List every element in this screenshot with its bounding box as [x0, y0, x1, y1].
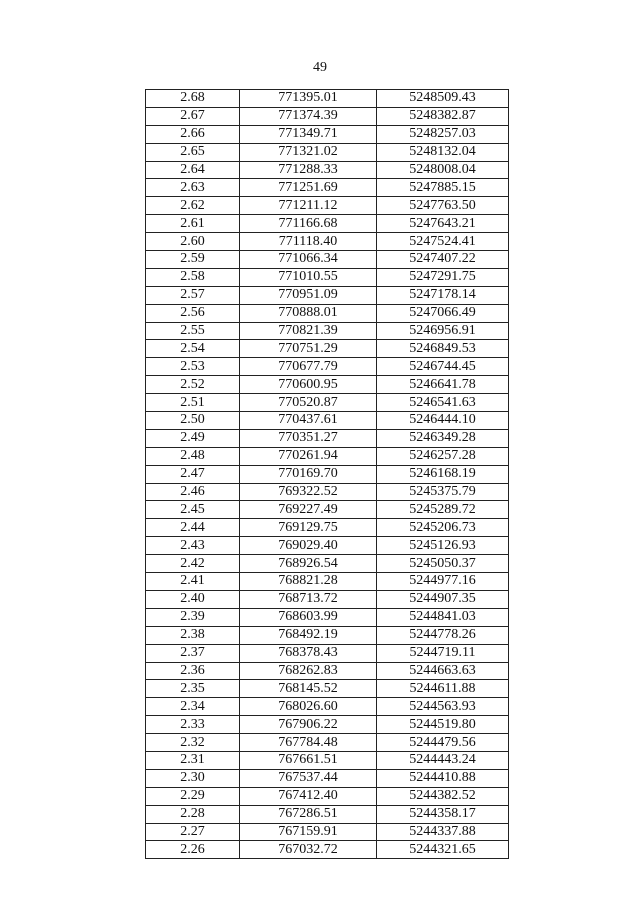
y-coordinate-cell: 5246956.91	[377, 322, 509, 340]
point-id-cell: 2.32	[146, 734, 240, 752]
y-coordinate-cell: 5244443.24	[377, 751, 509, 769]
table-row	[146, 125, 509, 143]
y-coordinate-cell: 5244719.11	[377, 644, 509, 662]
point-id-cell: 2.34	[146, 698, 240, 716]
point-id-cell: 2.26	[146, 841, 240, 859]
x-coordinate-cell: 771118.40	[240, 233, 377, 251]
point-id-cell: 2.47	[146, 465, 240, 483]
table-row	[146, 429, 509, 447]
point-id-cell: 2.45	[146, 501, 240, 519]
point-id-cell: 2.68	[146, 90, 240, 108]
table-row	[146, 107, 509, 125]
table-row	[146, 805, 509, 823]
table-row	[146, 590, 509, 608]
y-coordinate-cell: 5246641.78	[377, 376, 509, 394]
point-id-cell: 2.29	[146, 787, 240, 805]
y-coordinate-cell: 5247763.50	[377, 197, 509, 215]
point-id-cell: 2.60	[146, 233, 240, 251]
x-coordinate-cell: 770951.09	[240, 286, 377, 304]
table-row	[146, 322, 509, 340]
table-row	[146, 251, 509, 269]
point-id-cell: 2.50	[146, 412, 240, 430]
point-id-cell: 2.27	[146, 823, 240, 841]
y-coordinate-cell: 5247524.41	[377, 233, 509, 251]
table-row	[146, 143, 509, 161]
table-row	[146, 412, 509, 430]
y-coordinate-cell: 5244611.88	[377, 680, 509, 698]
x-coordinate-cell: 768378.43	[240, 644, 377, 662]
point-id-cell: 2.31	[146, 751, 240, 769]
point-id-cell: 2.59	[146, 251, 240, 269]
x-coordinate-cell: 769029.40	[240, 537, 377, 555]
table-row	[146, 734, 509, 752]
x-coordinate-cell: 771251.69	[240, 179, 377, 197]
table-row	[146, 662, 509, 680]
x-coordinate-cell: 768821.28	[240, 573, 377, 591]
point-id-cell: 2.43	[146, 537, 240, 555]
table-row	[146, 340, 509, 358]
table-row	[146, 769, 509, 787]
y-coordinate-cell: 5244410.88	[377, 769, 509, 787]
y-coordinate-cell: 5246849.53	[377, 340, 509, 358]
point-id-cell: 2.54	[146, 340, 240, 358]
table-row	[146, 268, 509, 286]
table-row	[146, 573, 509, 591]
y-coordinate-cell: 5244841.03	[377, 608, 509, 626]
x-coordinate-cell: 771321.02	[240, 143, 377, 161]
table-row	[146, 465, 509, 483]
point-id-cell: 2.61	[146, 215, 240, 233]
y-coordinate-cell: 5244479.56	[377, 734, 509, 752]
x-coordinate-cell: 770888.01	[240, 304, 377, 322]
y-coordinate-cell: 5246168.19	[377, 465, 509, 483]
x-coordinate-cell: 770169.70	[240, 465, 377, 483]
table-row	[146, 644, 509, 662]
x-coordinate-cell: 767661.51	[240, 751, 377, 769]
point-id-cell: 2.67	[146, 107, 240, 125]
x-coordinate-cell: 771010.55	[240, 268, 377, 286]
x-coordinate-cell: 767537.44	[240, 769, 377, 787]
x-coordinate-cell: 771288.33	[240, 161, 377, 179]
table-row	[146, 358, 509, 376]
x-coordinate-cell: 768603.99	[240, 608, 377, 626]
x-coordinate-cell: 767159.91	[240, 823, 377, 841]
table-row	[146, 626, 509, 644]
point-id-cell: 2.55	[146, 322, 240, 340]
y-coordinate-cell: 5247643.21	[377, 215, 509, 233]
y-coordinate-cell: 5248509.43	[377, 90, 509, 108]
table-row	[146, 394, 509, 412]
table-row	[146, 304, 509, 322]
x-coordinate-cell: 771166.68	[240, 215, 377, 233]
table-row	[146, 197, 509, 215]
y-coordinate-cell: 5248382.87	[377, 107, 509, 125]
table-row	[146, 233, 509, 251]
x-coordinate-cell: 771066.34	[240, 251, 377, 269]
y-coordinate-cell: 5247885.15	[377, 179, 509, 197]
table-row	[146, 787, 509, 805]
table-row	[146, 680, 509, 698]
x-coordinate-cell: 771211.12	[240, 197, 377, 215]
x-coordinate-cell: 768145.52	[240, 680, 377, 698]
x-coordinate-cell: 769227.49	[240, 501, 377, 519]
y-coordinate-cell: 5246744.45	[377, 358, 509, 376]
point-id-cell: 2.62	[146, 197, 240, 215]
coordinates-table-body	[146, 90, 509, 859]
table-row	[146, 608, 509, 626]
y-coordinate-cell: 5246349.28	[377, 429, 509, 447]
y-coordinate-cell: 5244907.35	[377, 590, 509, 608]
table-row	[146, 90, 509, 108]
table-row	[146, 376, 509, 394]
coordinates-table	[145, 89, 509, 859]
y-coordinate-cell: 5245050.37	[377, 555, 509, 573]
x-coordinate-cell: 769322.52	[240, 483, 377, 501]
y-coordinate-cell: 5244519.80	[377, 716, 509, 734]
table-row	[146, 823, 509, 841]
y-coordinate-cell: 5248257.03	[377, 125, 509, 143]
point-id-cell: 2.51	[146, 394, 240, 412]
y-coordinate-cell: 5245289.72	[377, 501, 509, 519]
point-id-cell: 2.35	[146, 680, 240, 698]
table-row	[146, 519, 509, 537]
x-coordinate-cell: 769129.75	[240, 519, 377, 537]
y-coordinate-cell: 5245126.93	[377, 537, 509, 555]
y-coordinate-cell: 5245206.73	[377, 519, 509, 537]
y-coordinate-cell: 5245375.79	[377, 483, 509, 501]
y-coordinate-cell: 5247291.75	[377, 268, 509, 286]
x-coordinate-cell: 770751.29	[240, 340, 377, 358]
x-coordinate-cell: 771395.01	[240, 90, 377, 108]
point-id-cell: 2.41	[146, 573, 240, 591]
point-id-cell: 2.64	[146, 161, 240, 179]
point-id-cell: 2.58	[146, 268, 240, 286]
point-id-cell: 2.30	[146, 769, 240, 787]
point-id-cell: 2.53	[146, 358, 240, 376]
y-coordinate-cell: 5244358.17	[377, 805, 509, 823]
point-id-cell: 2.65	[146, 143, 240, 161]
x-coordinate-cell: 770437.61	[240, 412, 377, 430]
y-coordinate-cell: 5244563.93	[377, 698, 509, 716]
table-row	[146, 483, 509, 501]
x-coordinate-cell: 770600.95	[240, 376, 377, 394]
y-coordinate-cell: 5244778.26	[377, 626, 509, 644]
y-coordinate-cell: 5244663.63	[377, 662, 509, 680]
x-coordinate-cell: 768492.19	[240, 626, 377, 644]
x-coordinate-cell: 768926.54	[240, 555, 377, 573]
point-id-cell: 2.36	[146, 662, 240, 680]
point-id-cell: 2.52	[146, 376, 240, 394]
y-coordinate-cell: 5247178.14	[377, 286, 509, 304]
x-coordinate-cell: 770351.27	[240, 429, 377, 447]
point-id-cell: 2.46	[146, 483, 240, 501]
point-id-cell: 2.42	[146, 555, 240, 573]
table-row	[146, 537, 509, 555]
point-id-cell: 2.56	[146, 304, 240, 322]
y-coordinate-cell: 5244337.88	[377, 823, 509, 841]
y-coordinate-cell: 5248132.04	[377, 143, 509, 161]
table-row	[146, 716, 509, 734]
y-coordinate-cell: 5244321.65	[377, 841, 509, 859]
table-row	[146, 286, 509, 304]
x-coordinate-cell: 771349.71	[240, 125, 377, 143]
table-row	[146, 179, 509, 197]
x-coordinate-cell: 768262.83	[240, 662, 377, 680]
y-coordinate-cell: 5244382.52	[377, 787, 509, 805]
y-coordinate-cell: 5244977.16	[377, 573, 509, 591]
y-coordinate-cell: 5246257.28	[377, 447, 509, 465]
table-row	[146, 161, 509, 179]
y-coordinate-cell: 5247066.49	[377, 304, 509, 322]
x-coordinate-cell: 770261.94	[240, 447, 377, 465]
point-id-cell: 2.63	[146, 179, 240, 197]
x-coordinate-cell: 768026.60	[240, 698, 377, 716]
x-coordinate-cell: 767906.22	[240, 716, 377, 734]
point-id-cell: 2.66	[146, 125, 240, 143]
point-id-cell: 2.33	[146, 716, 240, 734]
y-coordinate-cell: 5248008.04	[377, 161, 509, 179]
table-row	[146, 215, 509, 233]
point-id-cell: 2.49	[146, 429, 240, 447]
x-coordinate-cell: 770677.79	[240, 358, 377, 376]
table-row	[146, 841, 509, 859]
point-id-cell: 2.57	[146, 286, 240, 304]
y-coordinate-cell: 5246444.10	[377, 412, 509, 430]
table-row	[146, 501, 509, 519]
table-row	[146, 447, 509, 465]
table-row	[146, 555, 509, 573]
point-id-cell: 2.38	[146, 626, 240, 644]
point-id-cell: 2.37	[146, 644, 240, 662]
y-coordinate-cell: 5247407.22	[377, 251, 509, 269]
x-coordinate-cell: 768713.72	[240, 590, 377, 608]
point-id-cell: 2.39	[146, 608, 240, 626]
table-row	[146, 751, 509, 769]
point-id-cell: 2.28	[146, 805, 240, 823]
x-coordinate-cell: 767286.51	[240, 805, 377, 823]
x-coordinate-cell: 770520.87	[240, 394, 377, 412]
x-coordinate-cell: 767032.72	[240, 841, 377, 859]
point-id-cell: 2.44	[146, 519, 240, 537]
y-coordinate-cell: 5246541.63	[377, 394, 509, 412]
table-row	[146, 698, 509, 716]
page-number: 49	[313, 60, 327, 75]
x-coordinate-cell: 767784.48	[240, 734, 377, 752]
x-coordinate-cell: 770821.39	[240, 322, 377, 340]
point-id-cell: 2.48	[146, 447, 240, 465]
x-coordinate-cell: 771374.39	[240, 107, 377, 125]
x-coordinate-cell: 767412.40	[240, 787, 377, 805]
point-id-cell: 2.40	[146, 590, 240, 608]
